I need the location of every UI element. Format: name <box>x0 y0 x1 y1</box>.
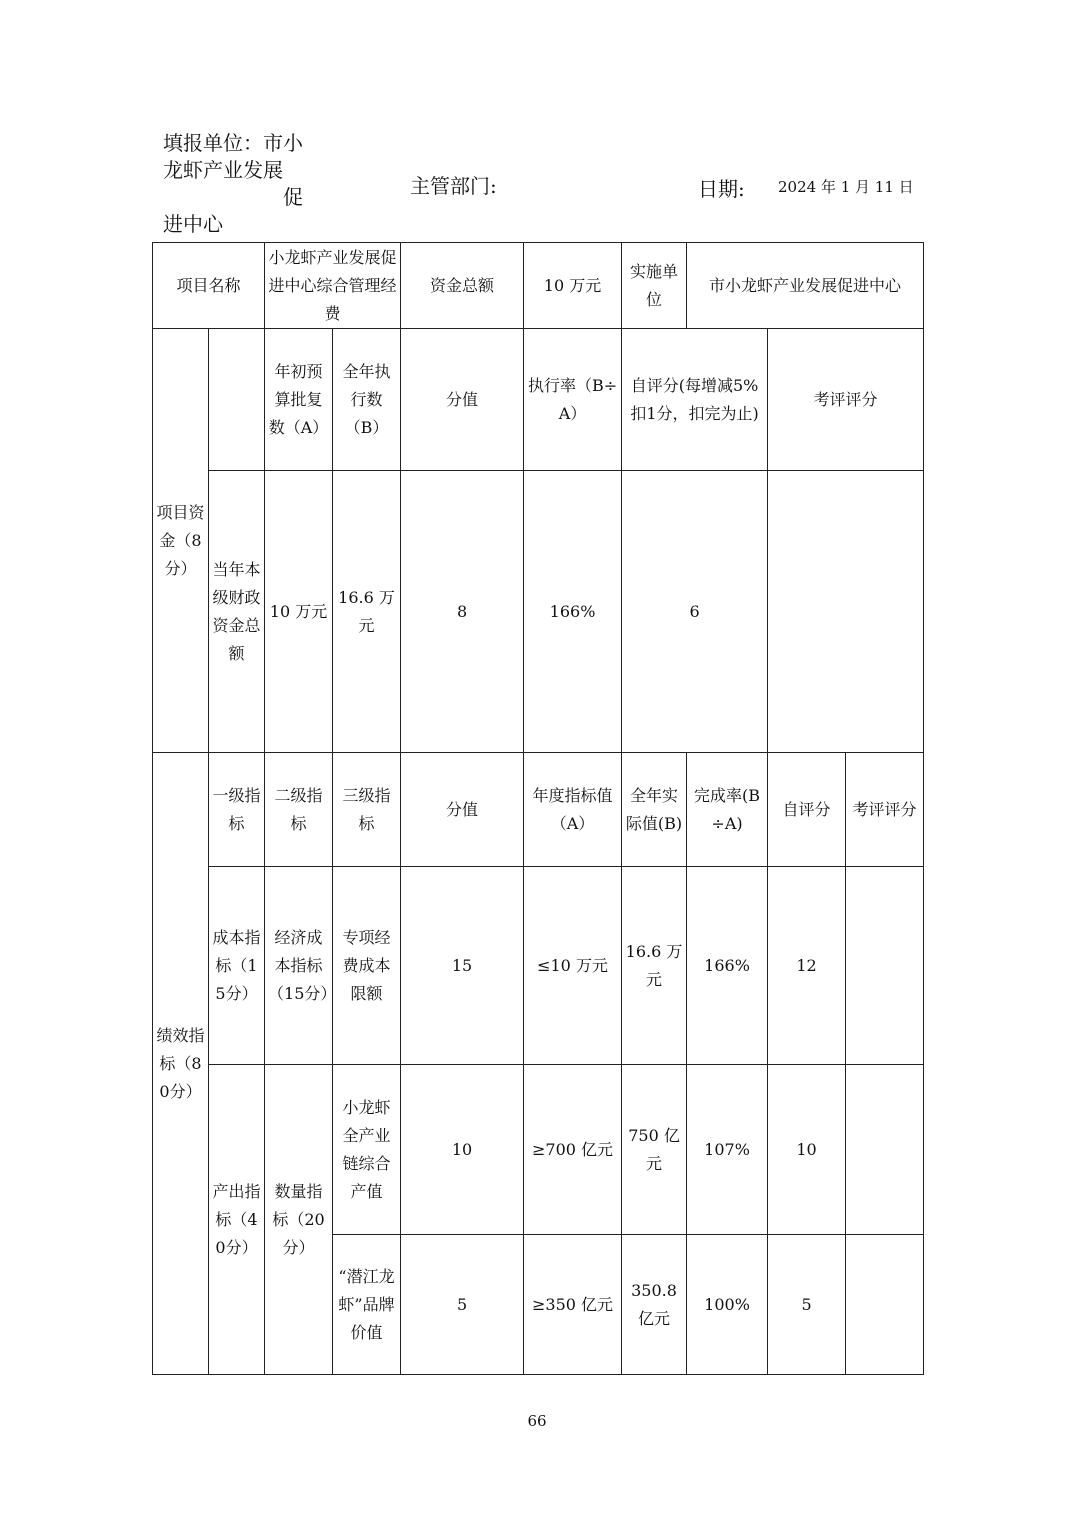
total-funds: 10 万元 <box>524 243 622 329</box>
col-rate-header: 执行率（B÷A） <box>524 329 622 471</box>
output1-actual: 750 亿元 <box>622 1065 687 1235</box>
output2-score: 5 <box>401 1235 524 1375</box>
project-name-label: 项目名称 <box>153 243 265 329</box>
funds-budget: 10 万元 <box>265 471 333 753</box>
col-l1-header: 一级指标 <box>209 753 265 867</box>
col-l3-header: 三级指标 <box>333 753 401 867</box>
funds-item-label: 当年本级财政资金总额 <box>209 471 265 753</box>
cost-indicator-row <box>153 867 924 1065</box>
funds-header-row <box>153 329 924 471</box>
cost-l1: 成本指标（15分） <box>209 867 265 1065</box>
cost-target: ≤10 万元 <box>524 867 622 1065</box>
total-funds-label: 资金总额 <box>401 243 524 329</box>
cost-actual: 16.6 万元 <box>622 867 687 1065</box>
output-l2: 数量指标（20分） <box>265 1065 333 1375</box>
funds-empty-cell <box>209 329 265 471</box>
performance-evaluation-table <box>152 242 924 1375</box>
reporting-unit-line2: 龙虾产业发展 <box>163 158 283 182</box>
output2-review-score <box>846 1235 924 1375</box>
impl-unit-label: 实施单位 <box>622 243 687 329</box>
funds-rate: 166% <box>524 471 622 753</box>
col-score-header: 分值 <box>401 329 524 471</box>
impl-unit: 市小龙虾产业发展促进中心 <box>687 243 924 329</box>
date-value: 2024 年 1 月 11 日 <box>778 178 914 196</box>
output2-rate: 100% <box>687 1235 768 1375</box>
cost-l3: 专项经费成本限额 <box>333 867 401 1065</box>
reporting-unit-line3: 促 <box>283 185 303 209</box>
supervising-dept-label: 主管部门: <box>410 174 497 198</box>
cost-review-score <box>846 867 924 1065</box>
output2-actual: 350.8 亿元 <box>622 1235 687 1375</box>
funds-review-score <box>768 471 924 753</box>
output1-l3: 小龙虾全产业链综合产值 <box>333 1065 401 1235</box>
funds-exec: 16.6 万元 <box>333 471 401 753</box>
col-budget-header: 年初预算批复数（A） <box>265 329 333 471</box>
project-row <box>153 243 924 329</box>
funds-data-row <box>153 471 924 753</box>
cost-self-score: 12 <box>768 867 846 1065</box>
col-l2-header: 二级指标 <box>265 753 333 867</box>
reporting-unit <box>163 130 323 238</box>
reporting-unit-line1: 填报单位：市小 <box>163 131 303 155</box>
col-exec-header: 全年执行数（B） <box>333 329 401 471</box>
perf-header-row <box>153 753 924 867</box>
col-review-header: 考评评分 <box>846 753 924 867</box>
output1-score: 10 <box>401 1065 524 1235</box>
cost-l2: 经济成本指标（15分） <box>265 867 333 1065</box>
project-name: 小龙虾产业发展促进中心综合管理经费 <box>265 243 401 329</box>
date-label: 日期: <box>698 177 745 201</box>
output2-l3: “潜江龙虾”品牌价值 <box>333 1235 401 1375</box>
funds-score: 8 <box>401 471 524 753</box>
funds-self-score: 6 <box>622 471 768 753</box>
output-indicator-row <box>153 1065 924 1235</box>
output1-self-score: 10 <box>768 1065 846 1235</box>
col-self-score-header: 自评分(每增减5%扣1分，扣完为止) <box>622 329 768 471</box>
col-self-header: 自评分 <box>768 753 846 867</box>
col-review-header: 考评评分 <box>768 329 924 471</box>
cost-score: 15 <box>401 867 524 1065</box>
output2-target: ≥350 亿元 <box>524 1235 622 1375</box>
output1-target: ≥700 亿元 <box>524 1065 622 1235</box>
output2-self-score: 5 <box>768 1235 846 1375</box>
perf-section-label: 绩效指标（80分） <box>153 753 209 1375</box>
cost-rate: 166% <box>687 867 768 1065</box>
output1-rate: 107% <box>687 1065 768 1235</box>
col-score-header: 分值 <box>401 753 524 867</box>
col-target-header: 年度指标值（A） <box>524 753 622 867</box>
col-actual-header: 全年实际值(B) <box>622 753 687 867</box>
output1-review-score <box>846 1065 924 1235</box>
page-number: 66 <box>527 1412 547 1430</box>
col-rate-header: 完成率(B÷A) <box>687 753 768 867</box>
funds-section-label: 项目资金（8分） <box>153 329 209 753</box>
output-l1: 产出指标（40分） <box>209 1065 265 1375</box>
reporting-unit-line4: 进中心 <box>163 212 223 236</box>
